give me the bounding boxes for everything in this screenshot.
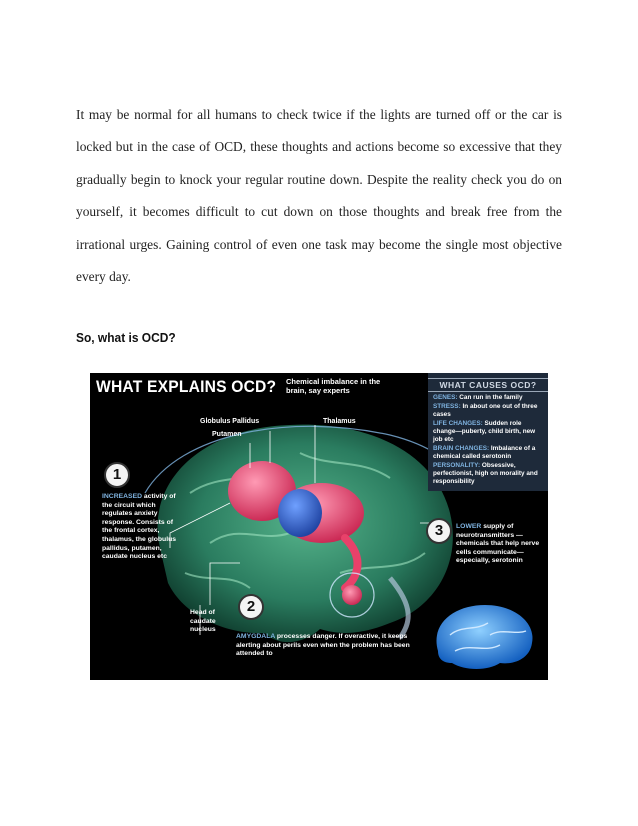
callout-three-key: LOWER xyxy=(456,523,482,530)
callout-one-key: INCREASED xyxy=(102,493,143,500)
infographic-subtitle: Chemical imbalance in the brain, say experts xyxy=(286,377,381,395)
cause-key: STRESS: xyxy=(433,403,461,410)
ocd-infographic xyxy=(90,373,548,680)
causes-panel xyxy=(428,373,548,491)
cause-text: Can run in the family xyxy=(459,394,523,401)
cause-key: GENES: xyxy=(433,394,458,401)
section-heading: So, what is OCD? xyxy=(76,330,176,345)
cause-key: LIFE CHANGES: xyxy=(433,420,483,427)
cause-item xyxy=(433,403,545,419)
label-thalamus: Thalamus xyxy=(323,418,356,425)
cause-key: BRAIN CHANGES: xyxy=(433,445,490,452)
amygdala-region xyxy=(342,585,362,605)
callout-two-text xyxy=(236,633,420,659)
cause-text: Imbalance of a chemical called serotonin xyxy=(433,445,536,460)
callout-three-body: supply of neurotransmitters —chemicals that help nerve cells communicate— especially, serotonin xyxy=(456,523,540,565)
core-region xyxy=(278,489,322,537)
cause-key: PERSONALITY: xyxy=(433,462,481,469)
label-globulus-pallidus: Globulus Pallidus xyxy=(200,418,260,425)
cause-text: In about one out of three cases xyxy=(433,403,538,418)
label-head-of-caudate: Head of caudate nucleus xyxy=(190,609,216,634)
callout-three-badge: 3 xyxy=(426,518,452,544)
cause-item xyxy=(433,445,545,461)
cause-text: Sudden role change—puberty, child birth, new job etc xyxy=(433,420,536,443)
callout-one-badge: 1 xyxy=(104,462,130,488)
cause-text: Obsessive, perfectionist, high on morality and responsibility xyxy=(433,462,538,485)
intro-paragraph: It may be normal for all humans to check twice if the lights are turned off or the car is locked but in the case of OCD, these thoughts and actions become so excessive that they gradually begin to knock your regular routine down. Despite the reality check you do on yourself, it becomes difficult to cut down on those thoughts and break free from the irrational urges. Gaining control of even one task may become the single most objective every day. xyxy=(76,107,562,285)
callout-three-text xyxy=(456,523,542,566)
small-brain-icon xyxy=(436,605,532,669)
cause-item xyxy=(433,462,545,486)
callout-one-text xyxy=(102,493,180,562)
callout-two-badge: 2 xyxy=(238,594,264,620)
cause-item xyxy=(433,394,545,402)
causes-title: WHAT CAUSES OCD? xyxy=(428,378,548,392)
infographic-title: WHAT EXPLAINS OCD? xyxy=(96,377,277,396)
label-putamen: Putamen xyxy=(212,431,242,438)
cause-item xyxy=(433,420,545,444)
causes-list xyxy=(433,394,545,487)
callout-two-key: AMYGDALA xyxy=(236,633,276,640)
callout-one-body: activity of the circuit which regulates anxiety response. Consists of the frontal cortex, thalamus, the globulus pallidus, putamen, caudate nucleus etc xyxy=(102,493,177,561)
callout-two-body: processes danger. If overactive, it keeps alerting about perils even when the problem has been attended to xyxy=(236,633,410,658)
